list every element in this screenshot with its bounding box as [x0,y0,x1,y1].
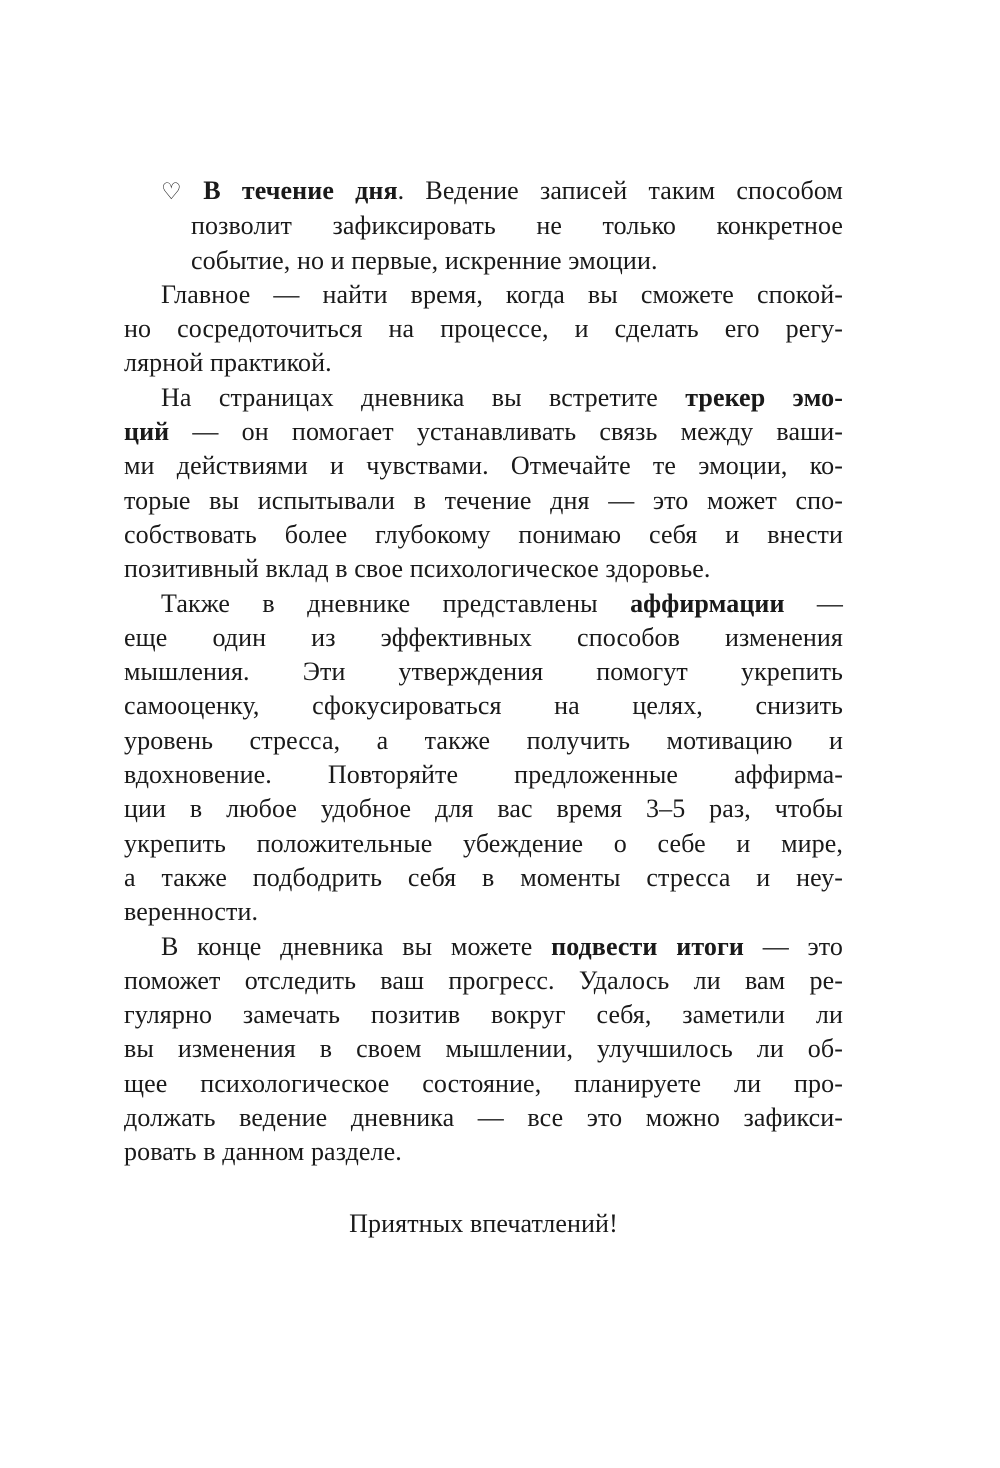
paragraphs-container [124,174,843,1170]
bold-text-run: подвести итоги [551,931,744,961]
text-line [191,209,843,243]
text-run: вы изменения в своем мышлении, улучшилось ли об- [124,1034,843,1064]
text-line [191,244,843,278]
text-run: — он помогает устанавливать связь между ваши- [169,417,843,447]
text-line [161,930,843,964]
text-run: а также подбодрить себя в моменты стресса и неу- [124,862,843,892]
text-run: мышления. Эти утверждения помогут укрепить [124,657,843,687]
text-line [124,861,843,895]
text-run: но сосредоточиться на процессе, и сделать его регу- [124,314,843,344]
text-run: должать ведение дневника — все это можно зафикси- [124,1103,843,1133]
text-line [124,484,843,518]
text-line [124,758,843,792]
text-run: укрепить положительные убеждение о себе и мире, [124,828,843,858]
text-run: собствовать более глубокому понимаю себя и внести [124,519,843,549]
closing-line: Приятных впечатлений! [349,1208,618,1238]
text-line [124,998,843,1032]
text-column [124,174,843,1241]
text-run: На страницах дневника вы встретите [161,382,686,412]
text-run: щее психологическое состояние, планируете ли про- [124,1068,843,1098]
paragraph [124,381,843,587]
paragraph [124,930,843,1170]
text-run: вдохновение. Повторяйте предложенные аффирма- [124,760,843,790]
text-line [161,174,843,209]
text-line [161,587,843,621]
text-run: самооценку, сфокусироваться на целях, снизить [124,691,843,721]
paragraph [124,278,843,381]
text-run: — [784,588,844,618]
text-run: торые вы испытывали в течение дня — это может спо- [124,485,843,515]
text-run: — это [743,931,844,961]
text-line [124,312,843,346]
text-run: поможет отследить ваш прогресс. Удалось ли вам ре- [124,965,843,995]
text-run: лярной практикой. [124,348,332,378]
text-line [161,278,843,312]
text-line [124,518,843,552]
text-run: . Ведение записей таким способом [397,176,843,205]
text-run: ми действиями и чувствами. Отмечайте те эмоции, ко- [124,451,843,481]
text-run: ровать в данном разделе. [124,1137,402,1167]
text-run: веренности. [124,897,259,927]
text-line [124,655,843,689]
bold-text-run: трекер эмо- [685,382,843,412]
text-run: уровень стресса, а также получить мотивацию и [124,725,843,755]
text-run: Главное — найти время, когда вы сможете спокой- [161,279,843,309]
text-line [124,1101,843,1135]
text-line [124,1032,843,1066]
text-line [124,792,843,826]
text-line [124,827,843,861]
text-run: гулярно замечать позитив вокруг себя, заметили ли [124,1000,843,1030]
text-line [124,1135,843,1169]
text-line [124,346,843,380]
bold-text-run: ций [124,417,170,447]
text-line [124,621,843,655]
text-line [124,415,843,449]
text-run: позитивный вклад в свое психологическое здоровье. [124,554,711,584]
bold-text-run: В течение дня [203,176,398,205]
text-run: В конце дневника вы можете [161,931,552,961]
white-heart-icon: ♡ [161,179,197,205]
text-line [124,1067,843,1101]
text-line [124,964,843,998]
text-line [124,895,843,929]
text-line [124,552,843,586]
text-line [124,449,843,483]
text-run: позволит зафиксировать не только конкретное [191,211,843,241]
text-run: ции в любое удобное для вас время 3–5 раз, чтобы [124,794,843,824]
text-run: событие, но и первые, искренние эмоции. [191,245,658,275]
paragraph [124,174,843,278]
text-run: еще один из эффективных способов изменения [124,622,843,652]
text-line [124,724,843,758]
text-line [161,381,843,415]
text-line [124,689,843,723]
text-run: Также в дневнике представлены [161,588,631,618]
bold-text-run: аффирмации [630,588,785,618]
paragraph [124,587,843,930]
